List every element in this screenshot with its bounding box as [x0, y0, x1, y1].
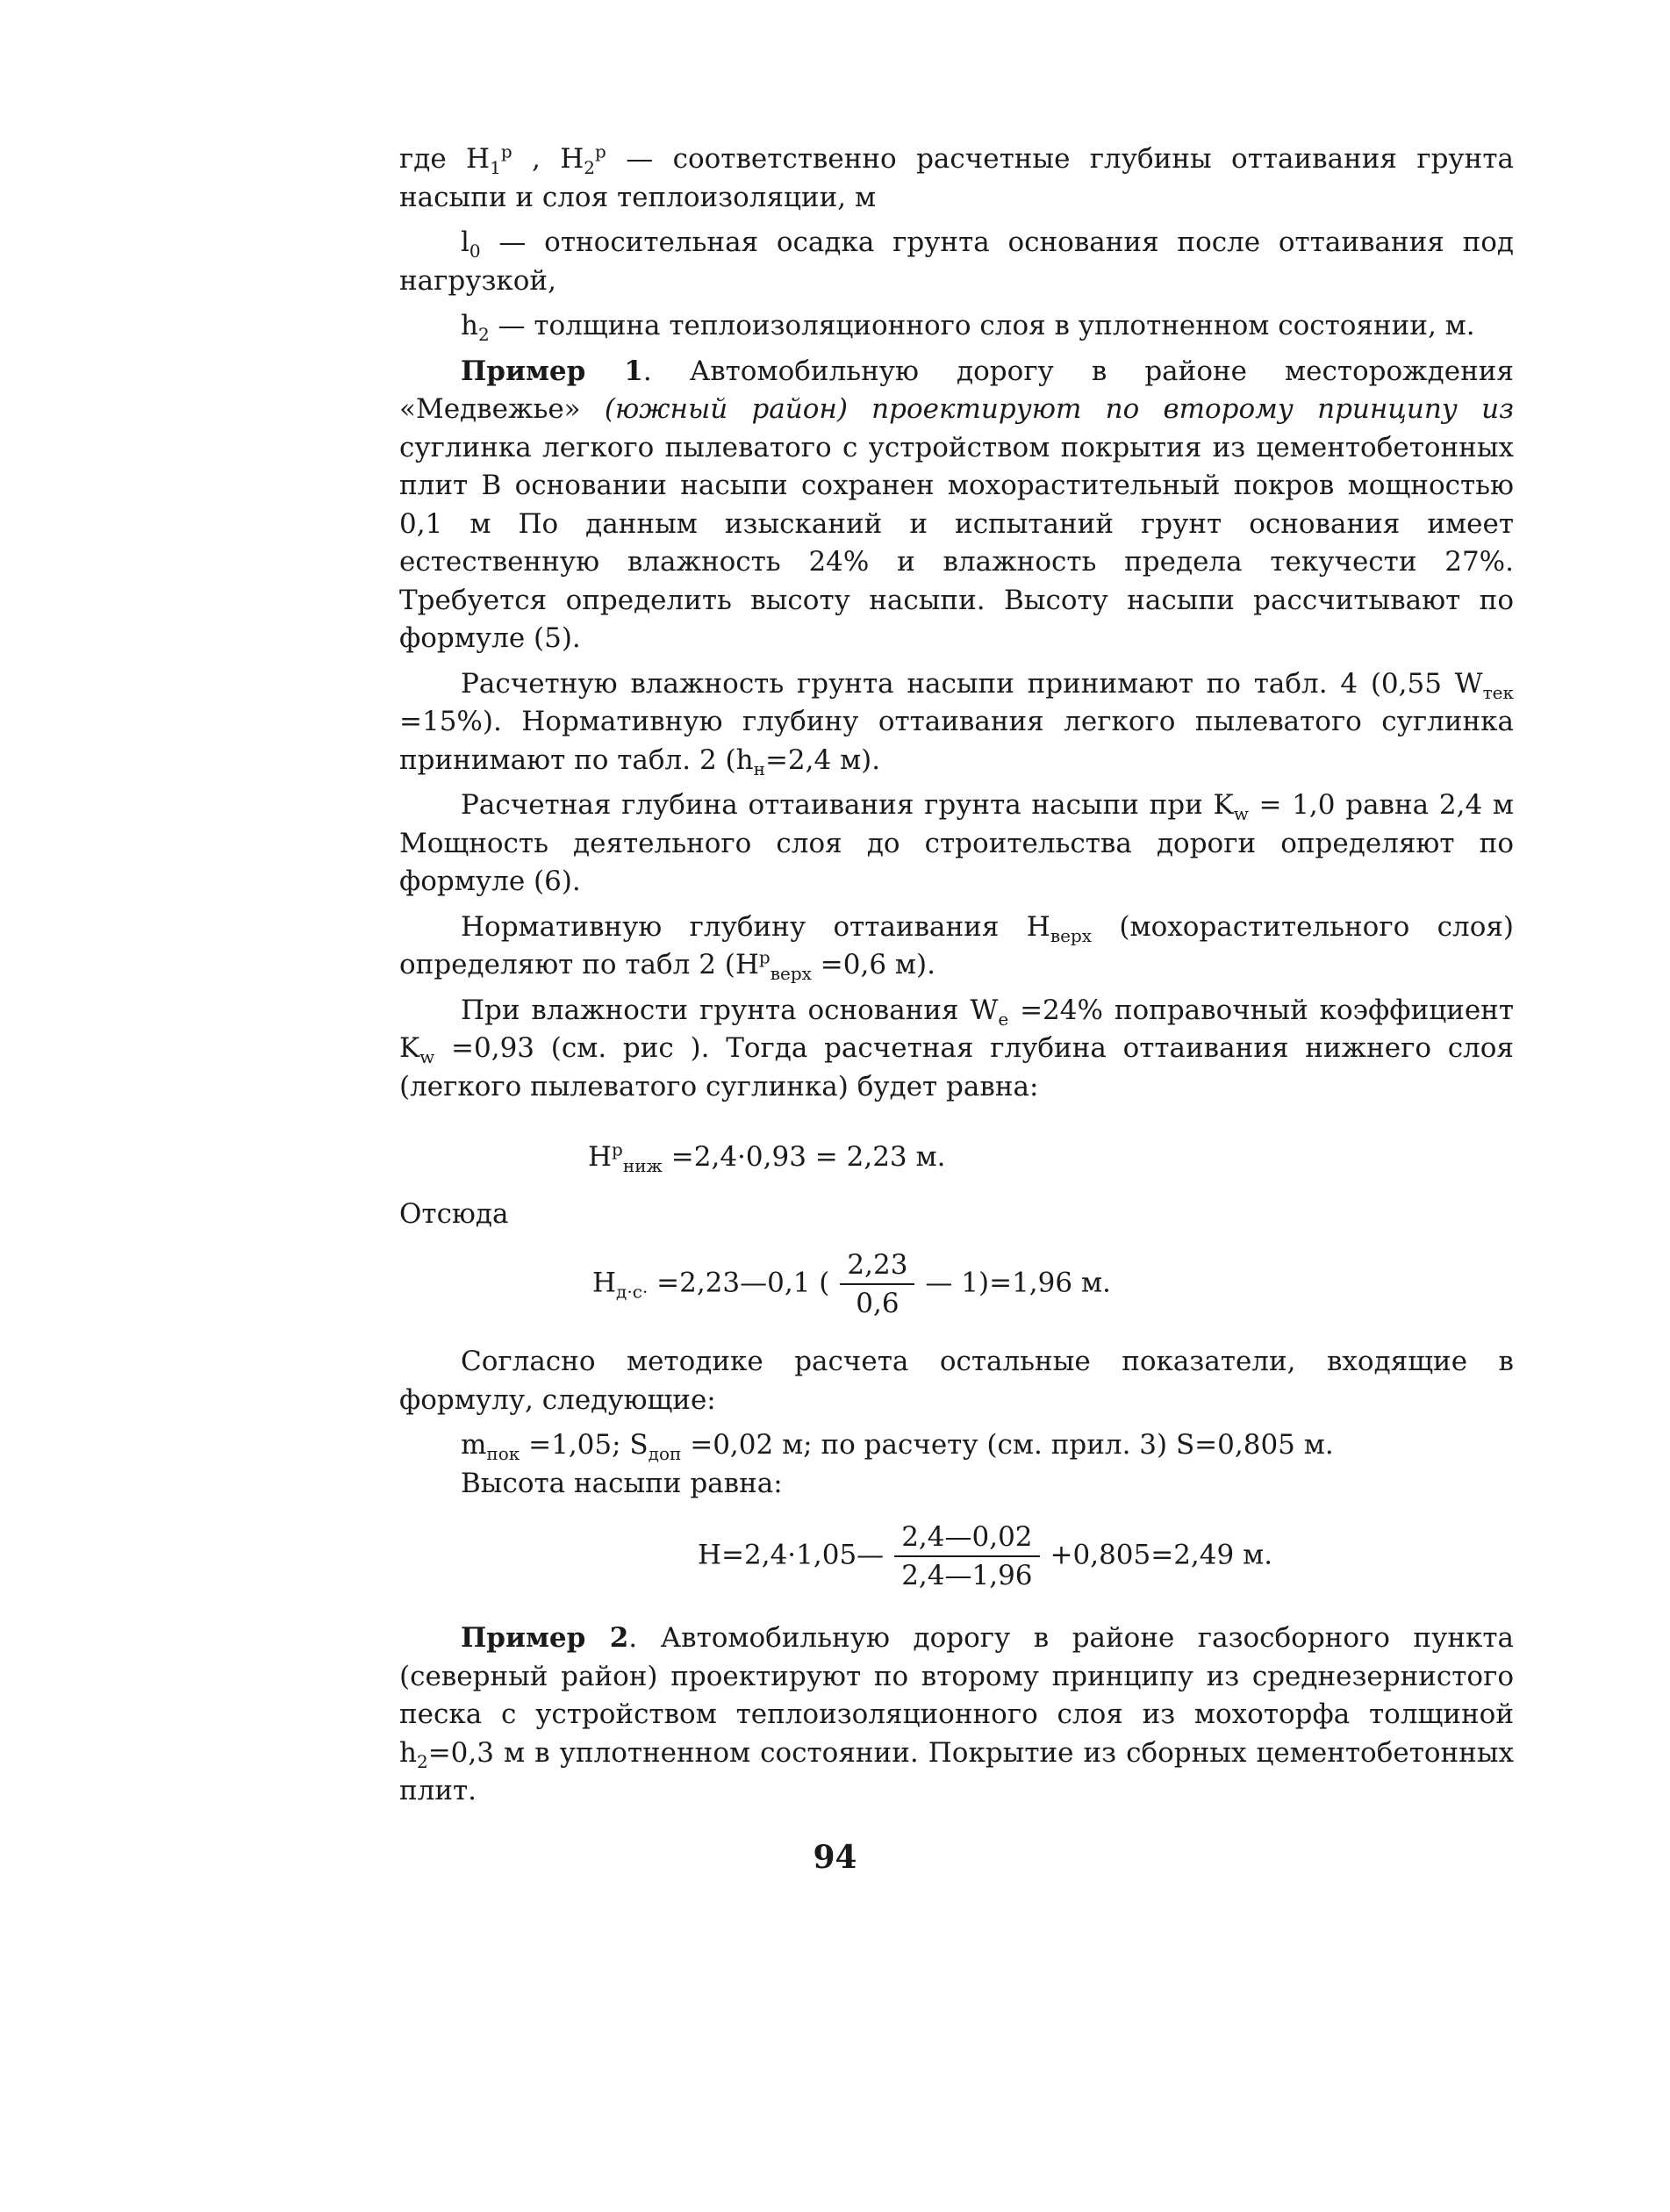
- formula-lower-depth: $H^р_{ниж} =2,4\cdot 0,93 = 2,23$ м.: [588, 1138, 946, 1177]
- params-line: $m_{пок} =1,05$; $S_{доп} =0,02$ м; по расчету (см. прил. 3) S=0,805 м.: [461, 1429, 1334, 1465]
- example2-label: Пример 2: [461, 1622, 629, 1654]
- paragraph-coefficient: При влажности грунта основания $W_е =24\%$ поправочный коэффициент $K_w =0,93$ (см. рис ). Тогда расчетная глубина оттаивания нижнего слоя (легкого пылеватого суглинка) будет равна:: [399, 994, 1514, 1102]
- height-label: Высота насыпи равна:: [461, 1467, 783, 1499]
- formula-active-layer: $H_{д\cdot с\cdot}$ =2,23—0,1 ( $\frac{2,23}{0,6}$ — 1)=1,96 м.: [592, 1246, 1111, 1322]
- example1-paragraph: Пример 1. Автомобильную дорогу в районе месторождения «Медвежье» (южный район) проектируют по второму принципу из суглинка легкого пылеватого с устройством покрытия из цементобетонных плит В основании насыпи сохранен мохорастительный покров мощностью 0,1 м По данным изысканий и испытаний грунт основания имеет естественную влажность 24% и влажность предела текучести 27%. Требуется определить высоту насыпи. Высоту насыпи рассчитывают по формуле (5).: [399, 355, 1514, 654]
- fraction: $\frac{2,23}{0,6}$: [840, 1246, 914, 1322]
- paragraph-method: Согласно методике расчета остальные показатели, входящие в формулу, следующие:: [399, 1346, 1514, 1416]
- legend-l0: $l_0$ — относительная осадка грунта основания после оттаивания под нагрузкой,: [399, 226, 1514, 297]
- legend-h: где $H_1^р$ , $H_2^р$ — соответственно расчетные глубины оттаивания грунта насыпи и слоя теплоизоляции, м: [399, 140, 1514, 213]
- page-number: 94: [813, 1839, 857, 1876]
- example1-label: Пример 1: [461, 355, 643, 387]
- params-block: [399, 1343, 1514, 1510]
- fraction: $\frac{2,4—0,02}{2,4—1,96}$: [894, 1519, 1039, 1594]
- paragraph-upper-layer: Нормативную глубину оттаивания $H_{верх}$ (мохорастительного слоя) определяют по табл 2 ($H^р_{верх} =0,6$ м).: [399, 910, 1515, 985]
- example2-block: [399, 1620, 1514, 1818]
- formula-height: H=2,4·1,05— $\frac{2,4—0,02}{2,4—1,96}$ +0,805=2,49 м.: [698, 1519, 1272, 1594]
- legend-h2: $h_2$ — толщина теплоизоляционного слоя в уплотненном состоянии, м.: [461, 310, 1475, 346]
- example2-paragraph: Пример 2. Автомобильную дорогу в районе газосборного пункта (северный район) проектируют по второму принципу из среднезернистого песка с устройством теплоизоляционного слоя из мохоторфа толщиной $h_2=0,3$ м в уплотненном состоянии. Покрытие из сборных цементобетонных плит.: [399, 1622, 1514, 1806]
- paragraph-moisture: Расчетную влажность грунта насыпи принимают по табл. 4 (0,55 $W_{тек} =15\%$). Нормативную глубину оттаивания легкого пылеватого суглинка принимают по табл. 2 ($h_н=2,4$ м).: [399, 667, 1514, 779]
- otsyuda-text: Отсюда: [399, 1198, 509, 1230]
- legend-block: [399, 140, 1514, 1113]
- paragraph-depth: Расчетная глубина оттаивания грунта насыпи при $K_w = 1,0$ равна 2,4 м Мощность деятельного слоя до строительства дороги определяют по формуле (6).: [399, 789, 1514, 897]
